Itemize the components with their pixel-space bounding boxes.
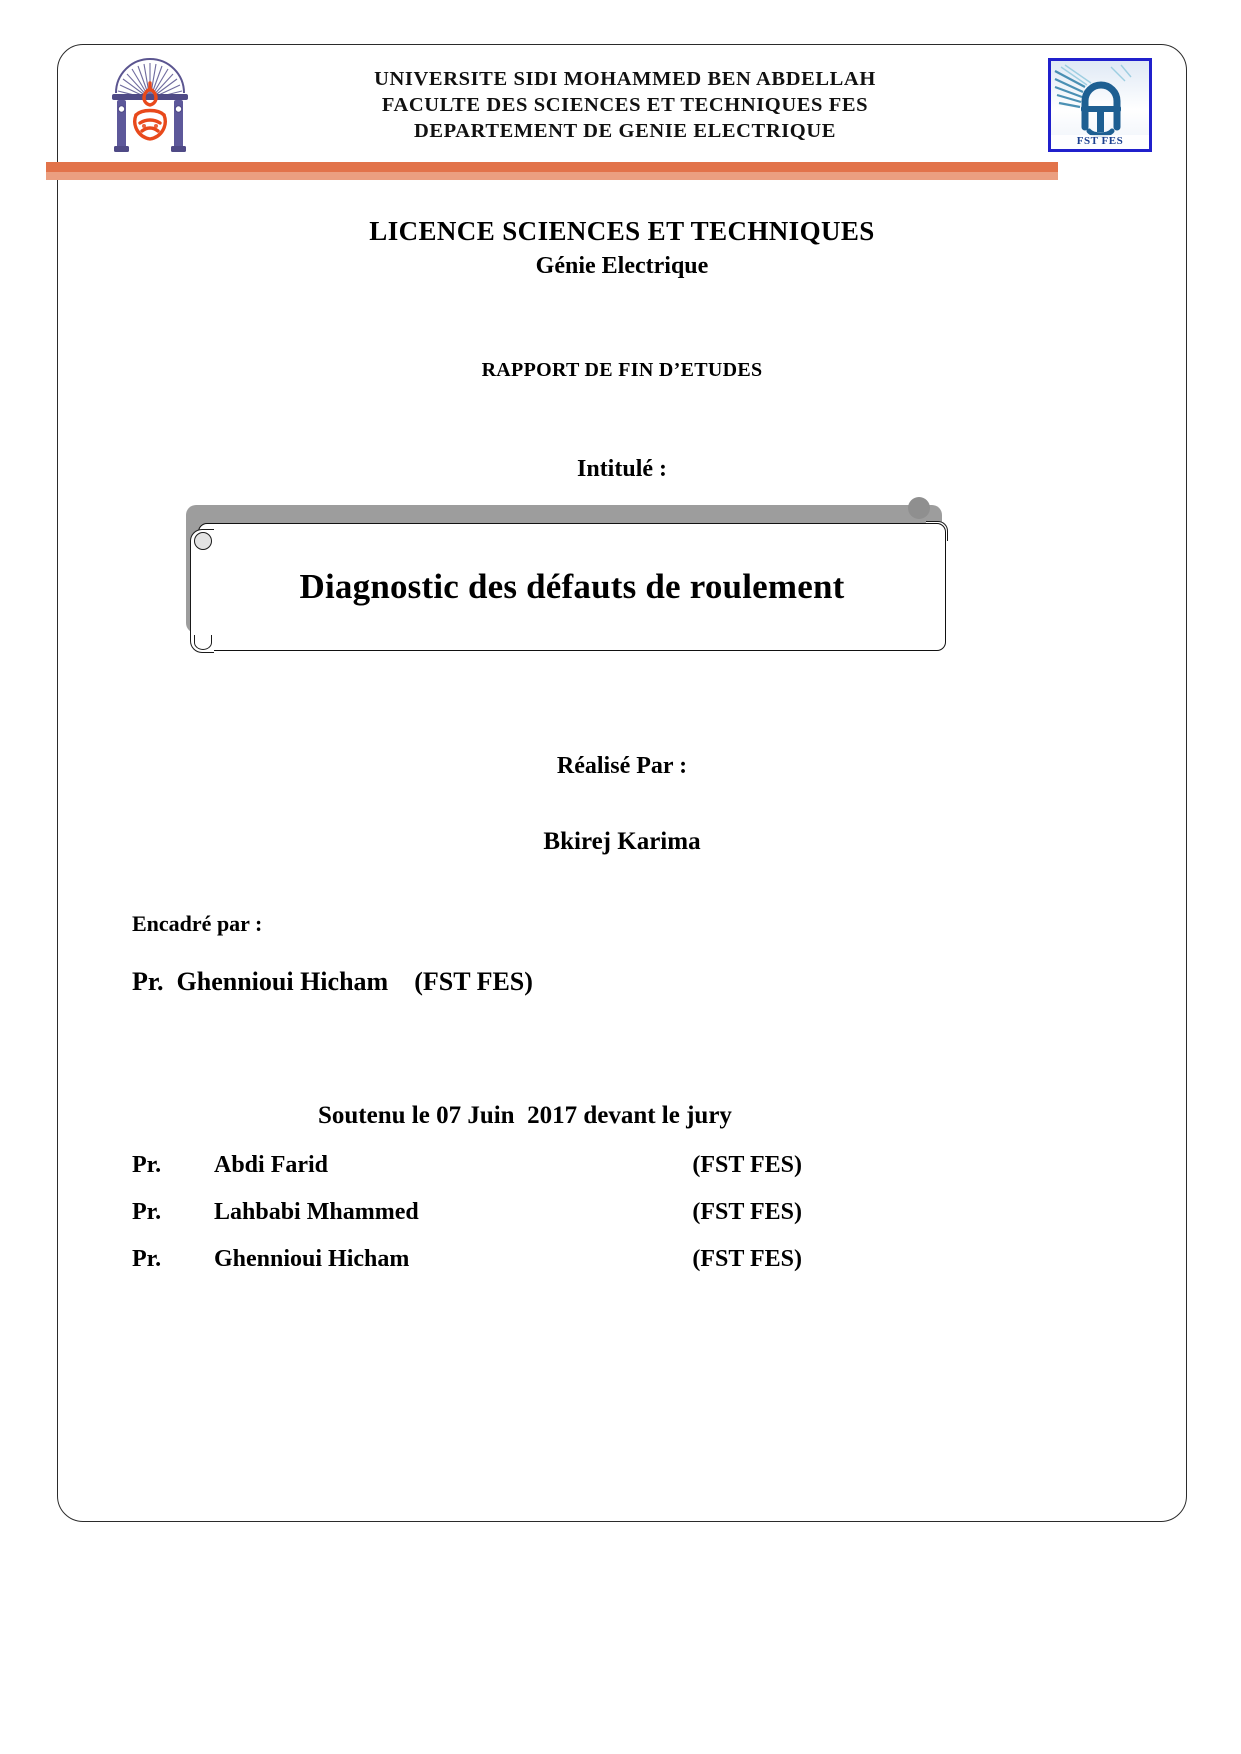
usmba-university-logo (98, 53, 202, 157)
program-title: LICENCE SCIENCES ET TECHNIQUES (369, 216, 875, 246)
report-type: RAPPORT DE FIN D’ETUDES (481, 359, 763, 381)
jury-row (132, 1152, 802, 1179)
defense-date-line: Soutenu le 07 Juin 2017 devant le jury (318, 1102, 732, 1129)
orange-divider-band (46, 162, 1058, 180)
jury-name: Abdi Farid (214, 1152, 329, 1178)
document-body (58, 190, 1186, 1520)
supervisor-line: Pr. Ghennioui Hicham (FST FES) (132, 967, 533, 996)
thesis-title-banner (172, 505, 962, 655)
document-header (58, 46, 1186, 164)
jury-affiliation: (FST FES) (692, 1246, 802, 1272)
header-line-faculty: FACULTE DES SCIENCES ET TECHNIQUES FES (381, 94, 869, 117)
header-line-university: UNIVERSITE SIDI MOHAMMED BEN ABDELLAH (374, 68, 876, 91)
banner-curl-left-icon (190, 529, 214, 653)
fst-fes-logo (1048, 58, 1152, 152)
jury-list (132, 1152, 802, 1273)
jury-affiliation: (FST FES) (692, 1152, 802, 1178)
realise-label: Réalisé Par : (556, 753, 688, 779)
jury-row (132, 1246, 802, 1273)
jury-affiliation: (FST FES) (692, 1199, 802, 1225)
jury-title: Pr. (132, 1152, 162, 1178)
encadre-label: Encadré par : (132, 911, 263, 936)
header-title-block (202, 67, 1048, 144)
jury-row (132, 1199, 802, 1226)
jury-title: Pr. (132, 1199, 162, 1225)
intitule-label: Intitulé : (577, 456, 667, 482)
banner-knob (908, 497, 930, 519)
jury-name: Lahbabi Mhammed (214, 1199, 419, 1225)
header-line-department: DEPARTEMENT DE GENIE ELECTRIQUE (413, 119, 837, 142)
banner-face (198, 523, 946, 651)
thesis-title: Diagnostic des défauts de roulement (299, 566, 845, 606)
band-soft (46, 172, 1058, 180)
jury-title: Pr. (132, 1246, 162, 1272)
jury-name: Ghennioui Hicham (214, 1246, 410, 1272)
program-subtitle: Génie Electrique (535, 253, 709, 279)
fst-logo-caption: FST FES (1076, 135, 1124, 147)
student-name: Bkirej Karima (543, 828, 701, 855)
